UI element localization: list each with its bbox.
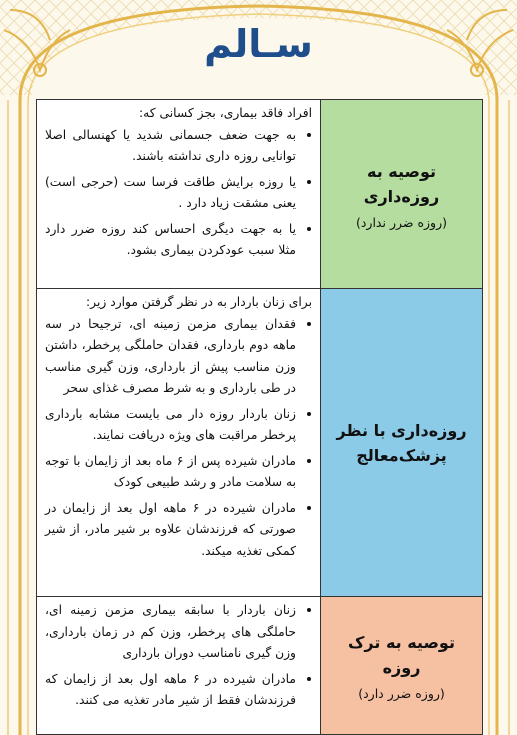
list-item: • مادران شیرده در ۶ ماهه اول بعد از زایمان در صورتی که فرزندشان علاوه بر شیر مادر، از شیر کمکی تغذیه میکند. bbox=[45, 498, 296, 563]
row-heading: توصیه به ترک روزه bbox=[348, 633, 455, 677]
list-item: • یا روزه برایش طاقت فرسا ست (حرجی است) یعنی مشقت زیاد دارد . bbox=[45, 172, 296, 215]
row-intro: برای زنان باردار به در نظر گرفتن موارد زیر: bbox=[86, 295, 312, 309]
bullet-list bbox=[45, 314, 312, 563]
row-stop-fasting bbox=[37, 597, 482, 734]
row-heading-cell bbox=[320, 289, 482, 596]
list-item: • زنان باردار با سابقه بیماری مزمن زمینه ای، حاملگی های پرخطر، وزن کم در زمان بارداری، وزن گیری نامناسب دوران بارداری bbox=[45, 600, 296, 665]
list-item: • مادران شیرده پس از ۶ ماه بعد از زایمان با توجه به سلامت مادر و رشد طبیعی کودک bbox=[45, 451, 296, 494]
row-heading-cell bbox=[320, 597, 482, 734]
list-item: • به جهت ضعف جسمانی شدید یا کهنسالی اصلا توانایی روزه داری نداشته باشند. bbox=[45, 125, 296, 168]
list-item: • یا به جهت دیگری احساس کند روزه ضرر دارد مثلا سبب عودکردن بیماری بشود. bbox=[45, 219, 296, 262]
row-subheading: (روزه ضرر ندارد) bbox=[355, 214, 448, 230]
row-body bbox=[37, 100, 320, 288]
list-item: • فقدان بیماری مزمن زمینه ای، ترجیحا در سه ماهه دوم بارداری، فقدان حاملگی پرخطر، داشتن وزن مناسب پیش از بارداری، وزن گیری مناسب در طی بارداری و به شرط مصرف غذای سحر bbox=[45, 314, 296, 400]
row-fasting-recommended bbox=[37, 100, 482, 289]
row-heading-cell bbox=[320, 100, 482, 288]
bullet-list bbox=[45, 125, 312, 262]
row-heading: توصیه به روزه‌داری bbox=[363, 161, 440, 206]
row-subheading: (روزه ضرر دارد) bbox=[358, 686, 445, 701]
row-fasting-with-doctor bbox=[37, 289, 482, 597]
list-item: • مادران شیرده در ۶ ماهه اول بعد از زایمان که فرزندشان فقط از شیر مادر تغذیه می کنند. bbox=[45, 669, 296, 712]
bullet-list bbox=[45, 600, 312, 712]
row-body bbox=[37, 597, 320, 734]
guidance-table bbox=[36, 99, 483, 735]
row-intro: افراد فاقد بیماری، بجز کسانی که: bbox=[139, 106, 312, 120]
list-item: • زنان باردار روزه دار می بایست مشابه بارداری پرخطر مراقبت های ویژه دریافت نمایند. bbox=[45, 404, 296, 447]
row-body bbox=[37, 289, 320, 596]
row-heading: روزه‌داری با نظر پزشک‌معالج bbox=[336, 420, 467, 465]
page-title: سـالم bbox=[204, 22, 313, 66]
